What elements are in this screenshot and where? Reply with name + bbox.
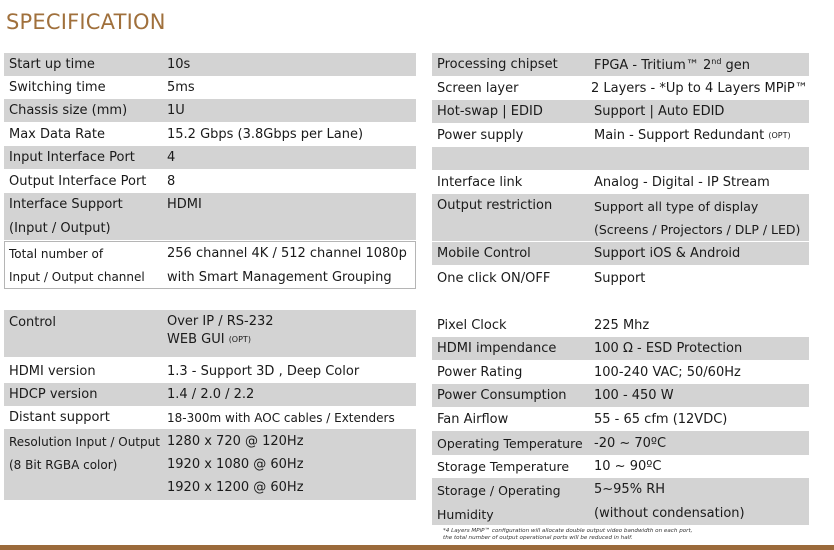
spec-label-line2: (Input / Output) xyxy=(9,221,111,236)
spec-value: 1920 x 1080 @ 60Hz xyxy=(167,457,304,472)
spec-row-fan-airflow xyxy=(432,407,809,431)
spec-value: 1.4 / 2.0 / 2.2 xyxy=(167,387,255,402)
spec-label: Total number of xyxy=(9,247,104,261)
spec-row-processing-chipset xyxy=(432,53,809,76)
spec-value: 5ms xyxy=(167,80,195,95)
spec-row-hdmi-version xyxy=(4,359,416,383)
left-top-spec-table xyxy=(4,53,416,289)
spec-row-start-up-time xyxy=(4,53,416,76)
spec-label: Pixel Clock xyxy=(437,318,507,333)
spec-value: 225 Mhz xyxy=(594,318,650,333)
spec-label: One click ON/OFF xyxy=(437,271,551,286)
spec-label: Interface link xyxy=(437,174,523,190)
spec-value: Support iOS & Android xyxy=(594,246,741,261)
spec-row-input-interface-port xyxy=(4,146,416,169)
spec-row-operating-temperature xyxy=(432,431,809,455)
spec-label: HDCP version xyxy=(9,387,98,402)
spec-label: Output Interface Port xyxy=(9,173,147,189)
spec-label: Distant support xyxy=(9,410,110,425)
spec-row-hdcp-version xyxy=(4,383,416,406)
right-top-spec-table xyxy=(432,53,809,293)
spec-value-text: Main - Support Redundant xyxy=(594,127,765,143)
spec-row-chassis-size xyxy=(4,99,416,122)
spec-value: 100 Ω - ESD Protection xyxy=(594,341,743,356)
spec-label-line2: Humidity xyxy=(437,507,494,522)
footnote xyxy=(443,528,803,542)
spec-value: 10s xyxy=(167,57,191,72)
spec-value-line2: (Screens / Projectors / DLP / LED) xyxy=(594,222,801,237)
spec-row-mobile-control xyxy=(432,242,809,265)
spec-label: Input Interface Port xyxy=(9,150,135,165)
spec-row-storage-temperature xyxy=(432,455,809,478)
spec-label: Processing chipset xyxy=(437,57,558,72)
bottom-accent-bar xyxy=(0,545,834,550)
spec-value: 256 channel 4K / 512 channel 1080p xyxy=(167,246,407,261)
spec-row-control xyxy=(4,310,416,357)
footnote-line1: *4 Layers MPiP™ configuration will allocate double output video bandwidth on each port, xyxy=(443,528,693,534)
spec-value: Over IP / RS-232 xyxy=(167,314,274,329)
spec-value: 5~95% RH xyxy=(594,482,665,497)
spec-label: Storage Temperature xyxy=(437,459,570,474)
spec-row-pixel-clock xyxy=(432,314,809,337)
spec-value: 55 - 65 cfm (12VDC) xyxy=(594,411,728,427)
spec-row-output-interface-port xyxy=(4,169,416,193)
spec-value: Support | Auto EDID xyxy=(594,104,725,119)
spec-label: Output restriction xyxy=(437,198,553,213)
spec-row-hdmi-impedance xyxy=(432,337,809,360)
spec-value: -20 ~ 70ºC xyxy=(594,435,667,451)
spec-value-tail: gen xyxy=(721,57,751,73)
spec-value-opt: (OPT) xyxy=(768,130,791,140)
spec-value: 1U xyxy=(167,103,185,118)
spec-label: Interface Support xyxy=(9,197,123,212)
spec-label: Operating Temperature xyxy=(437,435,583,451)
spec-value-opt: (OPT) xyxy=(228,335,251,344)
spec-value: 100-240 VAC; 50/60Hz xyxy=(594,364,741,380)
spec-value-text: WEB GUI xyxy=(167,332,225,347)
spec-value: 2 Layers - *Up to 4 Layers MPiP™ xyxy=(591,80,808,96)
spec-value-line2 xyxy=(167,332,251,347)
spec-row-switching-time xyxy=(4,76,416,99)
spec-value: Support xyxy=(594,271,646,286)
spec-row-distant-support xyxy=(4,406,416,429)
spec-value: 1920 x 1200 @ 60Hz xyxy=(167,480,304,495)
spec-label-line2: Input / Output channel xyxy=(9,270,145,284)
spec-label: Resolution Input / Output xyxy=(9,435,160,449)
spec-row-hot-swap-edid xyxy=(432,100,809,123)
spec-label: Mobile Control xyxy=(437,246,531,261)
spec-row-interface-link xyxy=(432,170,809,194)
right-bottom-spec-table xyxy=(432,314,809,525)
spec-row-screen-layer xyxy=(432,76,809,100)
spec-value-text: FPGA - Tritium™ 2 xyxy=(594,57,712,73)
spec-label-line2: (8 Bit RGBA color) xyxy=(9,458,118,472)
spec-label: Power Consumption xyxy=(437,388,567,403)
spec-row-power-supply xyxy=(432,123,809,147)
spec-value xyxy=(594,128,791,143)
spec-row-resolution xyxy=(4,429,416,500)
spec-value-sup: nd xyxy=(711,56,722,66)
spec-value: 10 ~ 90ºC xyxy=(594,459,662,474)
spec-label: Chassis size (mm) xyxy=(9,103,128,118)
spec-row-power-rating xyxy=(432,360,809,384)
spec-value: 8 xyxy=(167,173,176,189)
spec-label: Power supply xyxy=(437,127,524,143)
spec-value-line2: with Smart Management Grouping xyxy=(167,270,392,285)
spec-value: 18-300m with AOC cables / Extenders xyxy=(167,410,395,425)
spec-value: 4 xyxy=(167,150,176,165)
spec-label: Fan Airflow xyxy=(437,411,509,427)
spec-value: 100 - 450 W xyxy=(594,388,674,403)
spec-label: Hot-swap | EDID xyxy=(437,104,543,119)
spec-row-empty xyxy=(432,147,809,170)
spec-row-output-restriction xyxy=(432,194,809,241)
spec-label: Power Rating xyxy=(437,364,523,380)
spec-value xyxy=(594,57,750,73)
spec-value-line2: (without condensation) xyxy=(594,506,745,521)
spec-row-total-channels xyxy=(4,241,416,289)
page-title: SPECIFICATION xyxy=(6,10,166,34)
spec-label: HDMI version xyxy=(9,363,96,379)
spec-label: Control xyxy=(9,315,56,330)
spec-value: 1.3 - Support 3D , Deep Color xyxy=(167,363,360,379)
spec-label: Storage / Operating xyxy=(437,483,561,498)
left-bottom-spec-table xyxy=(4,310,416,500)
spec-row-max-data-rate xyxy=(4,122,416,146)
spec-value: 1280 x 720 @ 120Hz xyxy=(167,434,304,449)
spec-value: 15.2 Gbps (3.8Gbps per Lane) xyxy=(167,126,364,142)
spec-row-humidity xyxy=(432,478,809,525)
spec-value: Support all type of display xyxy=(594,199,759,214)
spec-row-power-consumption xyxy=(432,384,809,407)
spec-label: Switching time xyxy=(9,80,106,95)
spec-label: HDMI impendance xyxy=(437,341,557,356)
footnote-line2: the total number of output operational ports will be reduced in half. xyxy=(443,535,633,541)
spec-value: HDMI xyxy=(167,197,202,212)
spec-row-one-click xyxy=(432,266,809,291)
spec-value: Analog - Digital - IP Stream xyxy=(594,174,770,190)
spec-label: Start up time xyxy=(9,57,95,72)
spec-row-interface-support xyxy=(4,193,416,240)
spec-label: Screen layer xyxy=(437,80,519,96)
spec-label: Max Data Rate xyxy=(9,126,105,142)
